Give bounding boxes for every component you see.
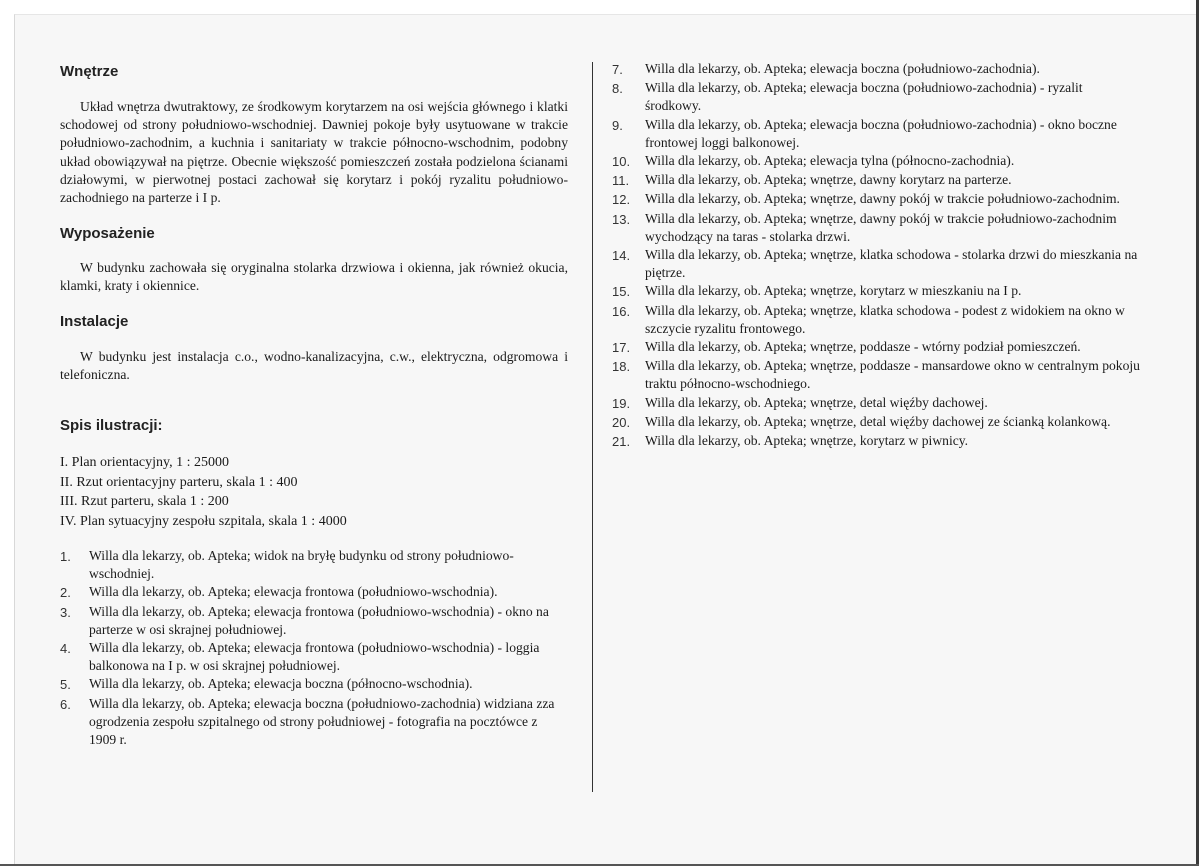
illustration-number: 13. [612,211,631,227]
illustration-caption: Willa dla lekarzy, ob. Apteka; elewacja boczna (południowo-zachodnia) widziana zza ogrodzenia zespołu szpitalnego od strony południowej - fotografia na pocztówce z 1909 r. [89,695,555,748]
illustration-caption: Willa dla lekarzy, ob. Apteka; elewacja frontowa (południowo-wschodnia) - loggia balkonowa na I p. w osi skrajnej południowej. [89,640,540,674]
illustration-item [612,246,1142,282]
illustration-number: 3. [60,604,71,620]
illustration-caption: Willa dla lekarzy, ob. Apteka; elewacja boczna (południowo-zachodnia) - ryzalit środkowy. [645,80,1083,114]
illustration-item [612,60,1142,79]
illustration-caption: Willa dla lekarzy, ob. Apteka; elewacja tylna (północno-zachodnia). [645,153,1015,169]
illustration-item [60,583,568,602]
illustration-caption: Willa dla lekarzy, ob. Apteka; wnętrze, korytarz w mieszkaniu na I p. [645,283,1022,299]
illustration-item [612,190,1142,209]
paragraph-wyposazenie: W budynku zachowała się oryginalna stolarka drzwiowa i okienna, jak również okucia, klamki, kraty i okiennice. [60,260,568,294]
heading-instalacje: Instalacje [60,312,129,330]
illustration-item [612,338,1142,357]
illustration-item [612,432,1142,451]
illustration-item [612,116,1142,152]
illustration-item [60,639,568,675]
illustration-number: 7. [612,62,623,77]
illustration-list-right [612,60,1142,451]
illustration-caption: Willa dla lekarzy, ob. Apteka; elewacja boczna (północno-wschodnia). [89,676,473,692]
illustration-item [612,357,1142,393]
paragraph-wnetrze: Układ wnętrza dwutraktowy, ze środkowym korytarzem na osi wejścia głównego i klatki schodowej od strony południowo-wschodniej. Dawniej pokoje były usytuowane w trakcie południowo-zachodnim, a kuchnia i sanitariaty w trakcie północno-wschodnim, podobny układ obowiązywał na piętrze. Obecnie większość pomieszczeń została podzielona ścianami działowymi, w pierwotnej postaci zachował się korytarz i pokój ryzalitu południowo-zachodniego na parterze i I p. [60,99,568,206]
illustration-number: 18. [612,359,631,375]
illustration-caption: Willa dla lekarzy, ob. Apteka; elewacja frontowa (południowo-wschodnia). [89,584,498,600]
column-divider [592,62,593,792]
illustration-caption: Willa dla lekarzy, ob. Apteka; elewacja boczna (południowo-zachodnia) - okno boczne frontowej loggi balkonowej. [645,116,1117,150]
heading-spis-ilustracji: Spis ilustracji: [60,417,163,435]
illustration-item [612,79,1142,115]
illustration-item [612,282,1142,301]
plan-list-item [60,512,568,532]
right-column [612,60,1142,451]
illustration-list-left [60,547,568,749]
illustration-item [612,152,1142,171]
illustration-caption: Willa dla lekarzy, ob. Apteka; wnętrze, poddasze - wtórny podział pomieszczeń. [645,339,1081,355]
illustration-number: 15. [612,284,631,300]
illustration-caption: Willa dla lekarzy, ob. Apteka; elewacja boczna (południowo-zachodnia). [645,61,1040,76]
heading-wnetrze: Wnętrze [60,63,119,80]
illustration-caption: Willa dla lekarzy, ob. Apteka; wnętrze, klatka schodowa - stolarka drzwi do mieszkania na piętrze. [645,247,1138,281]
illustration-caption: Willa dla lekarzy, ob. Apteka; wnętrze, poddasze - mansardowe okno w centralnym pokoju traktu północno-wschodniego. [645,358,1140,392]
illustration-number: 9. [612,117,623,133]
illustration-caption: Willa dla lekarzy, ob. Apteka; wnętrze, detal więźby dachowej ze ścianką kolankową. [645,413,1111,429]
illustration-item [612,171,1142,190]
illustration-number: 5. [60,677,71,693]
plan-list [60,453,568,531]
illustration-number: 14. [612,248,631,264]
illustration-caption: Willa dla lekarzy, ob. Apteka; widok na bryłę budynku od strony południowo- wschodniej. [89,548,514,582]
plan-list-text: II. Rzut orientacyjny parteru, skala 1 : 400 [60,474,298,490]
illustration-number: 17. [612,340,631,356]
illustration-item [612,413,1142,432]
illustration-item [612,394,1142,413]
plan-list-item [60,473,568,493]
illustration-number: 11. [612,173,630,189]
plan-list-text: IV. Plan sytuacyjny zespołu szpitala, skala 1 : 4000 [60,513,347,529]
illustration-number: 16. [612,303,631,319]
illustration-number: 4. [60,641,71,657]
paragraph-instalacje: W budynku jest instalacja c.o., wodno-kanalizacyjna, c.w., elektryczna, odgromowa i telefoniczna. [60,348,568,382]
plan-list-item [60,453,568,473]
plan-list-text: III. Rzut parteru, skala 1 : 200 [60,494,229,510]
illustration-item [60,675,568,694]
illustration-caption: Willa dla lekarzy, ob. Apteka; wnętrze, dawny pokój w trakcie południowo-zachodnim. [645,191,1120,207]
illustration-number: 20. [612,414,631,430]
illustration-caption: Willa dla lekarzy, ob. Apteka; wnętrze, detal więźby dachowej. [645,394,988,410]
illustration-number: 10. [612,154,631,170]
illustration-number: 19. [612,395,631,411]
illustration-number: 21. [612,434,631,450]
illustration-number: 1. [60,549,71,565]
illustration-item [612,302,1142,338]
illustration-item [60,695,568,750]
heading-wyposazenie: Wyposażenie [60,225,155,243]
illustration-caption: Willa dla lekarzy, ob. Apteka; elewacja frontowa (południowo-wschodnia) - okno na parterze w osi skrajnej południowej. [89,603,549,637]
illustration-item [612,210,1142,246]
illustration-item [60,547,568,583]
illustration-caption: Willa dla lekarzy, ob. Apteka; wnętrze, klatka schodowa - podest z widokiem na okno w szczycie ryzalitu frontowego. [645,302,1125,336]
illustration-number: 6. [60,696,71,712]
plan-list-item [60,492,568,512]
illustration-number: 8. [612,81,623,97]
illustration-caption: Willa dla lekarzy, ob. Apteka; wnętrze, dawny pokój w trakcie południowo-zachodnim wychodzący na taras - stolarka drzwi. [645,210,1117,244]
illustration-number: 12. [612,192,631,208]
illustration-caption: Willa dla lekarzy, ob. Apteka; wnętrze, korytarz w piwnicy. [645,433,969,449]
left-column [60,58,568,749]
illustration-number: 2. [60,585,71,601]
illustration-item [60,603,568,639]
illustration-caption: Willa dla lekarzy, ob. Apteka; wnętrze, dawny korytarz na parterze. [645,172,1012,188]
plan-list-text: I. Plan orientacyjny, 1 : 25000 [60,455,230,471]
